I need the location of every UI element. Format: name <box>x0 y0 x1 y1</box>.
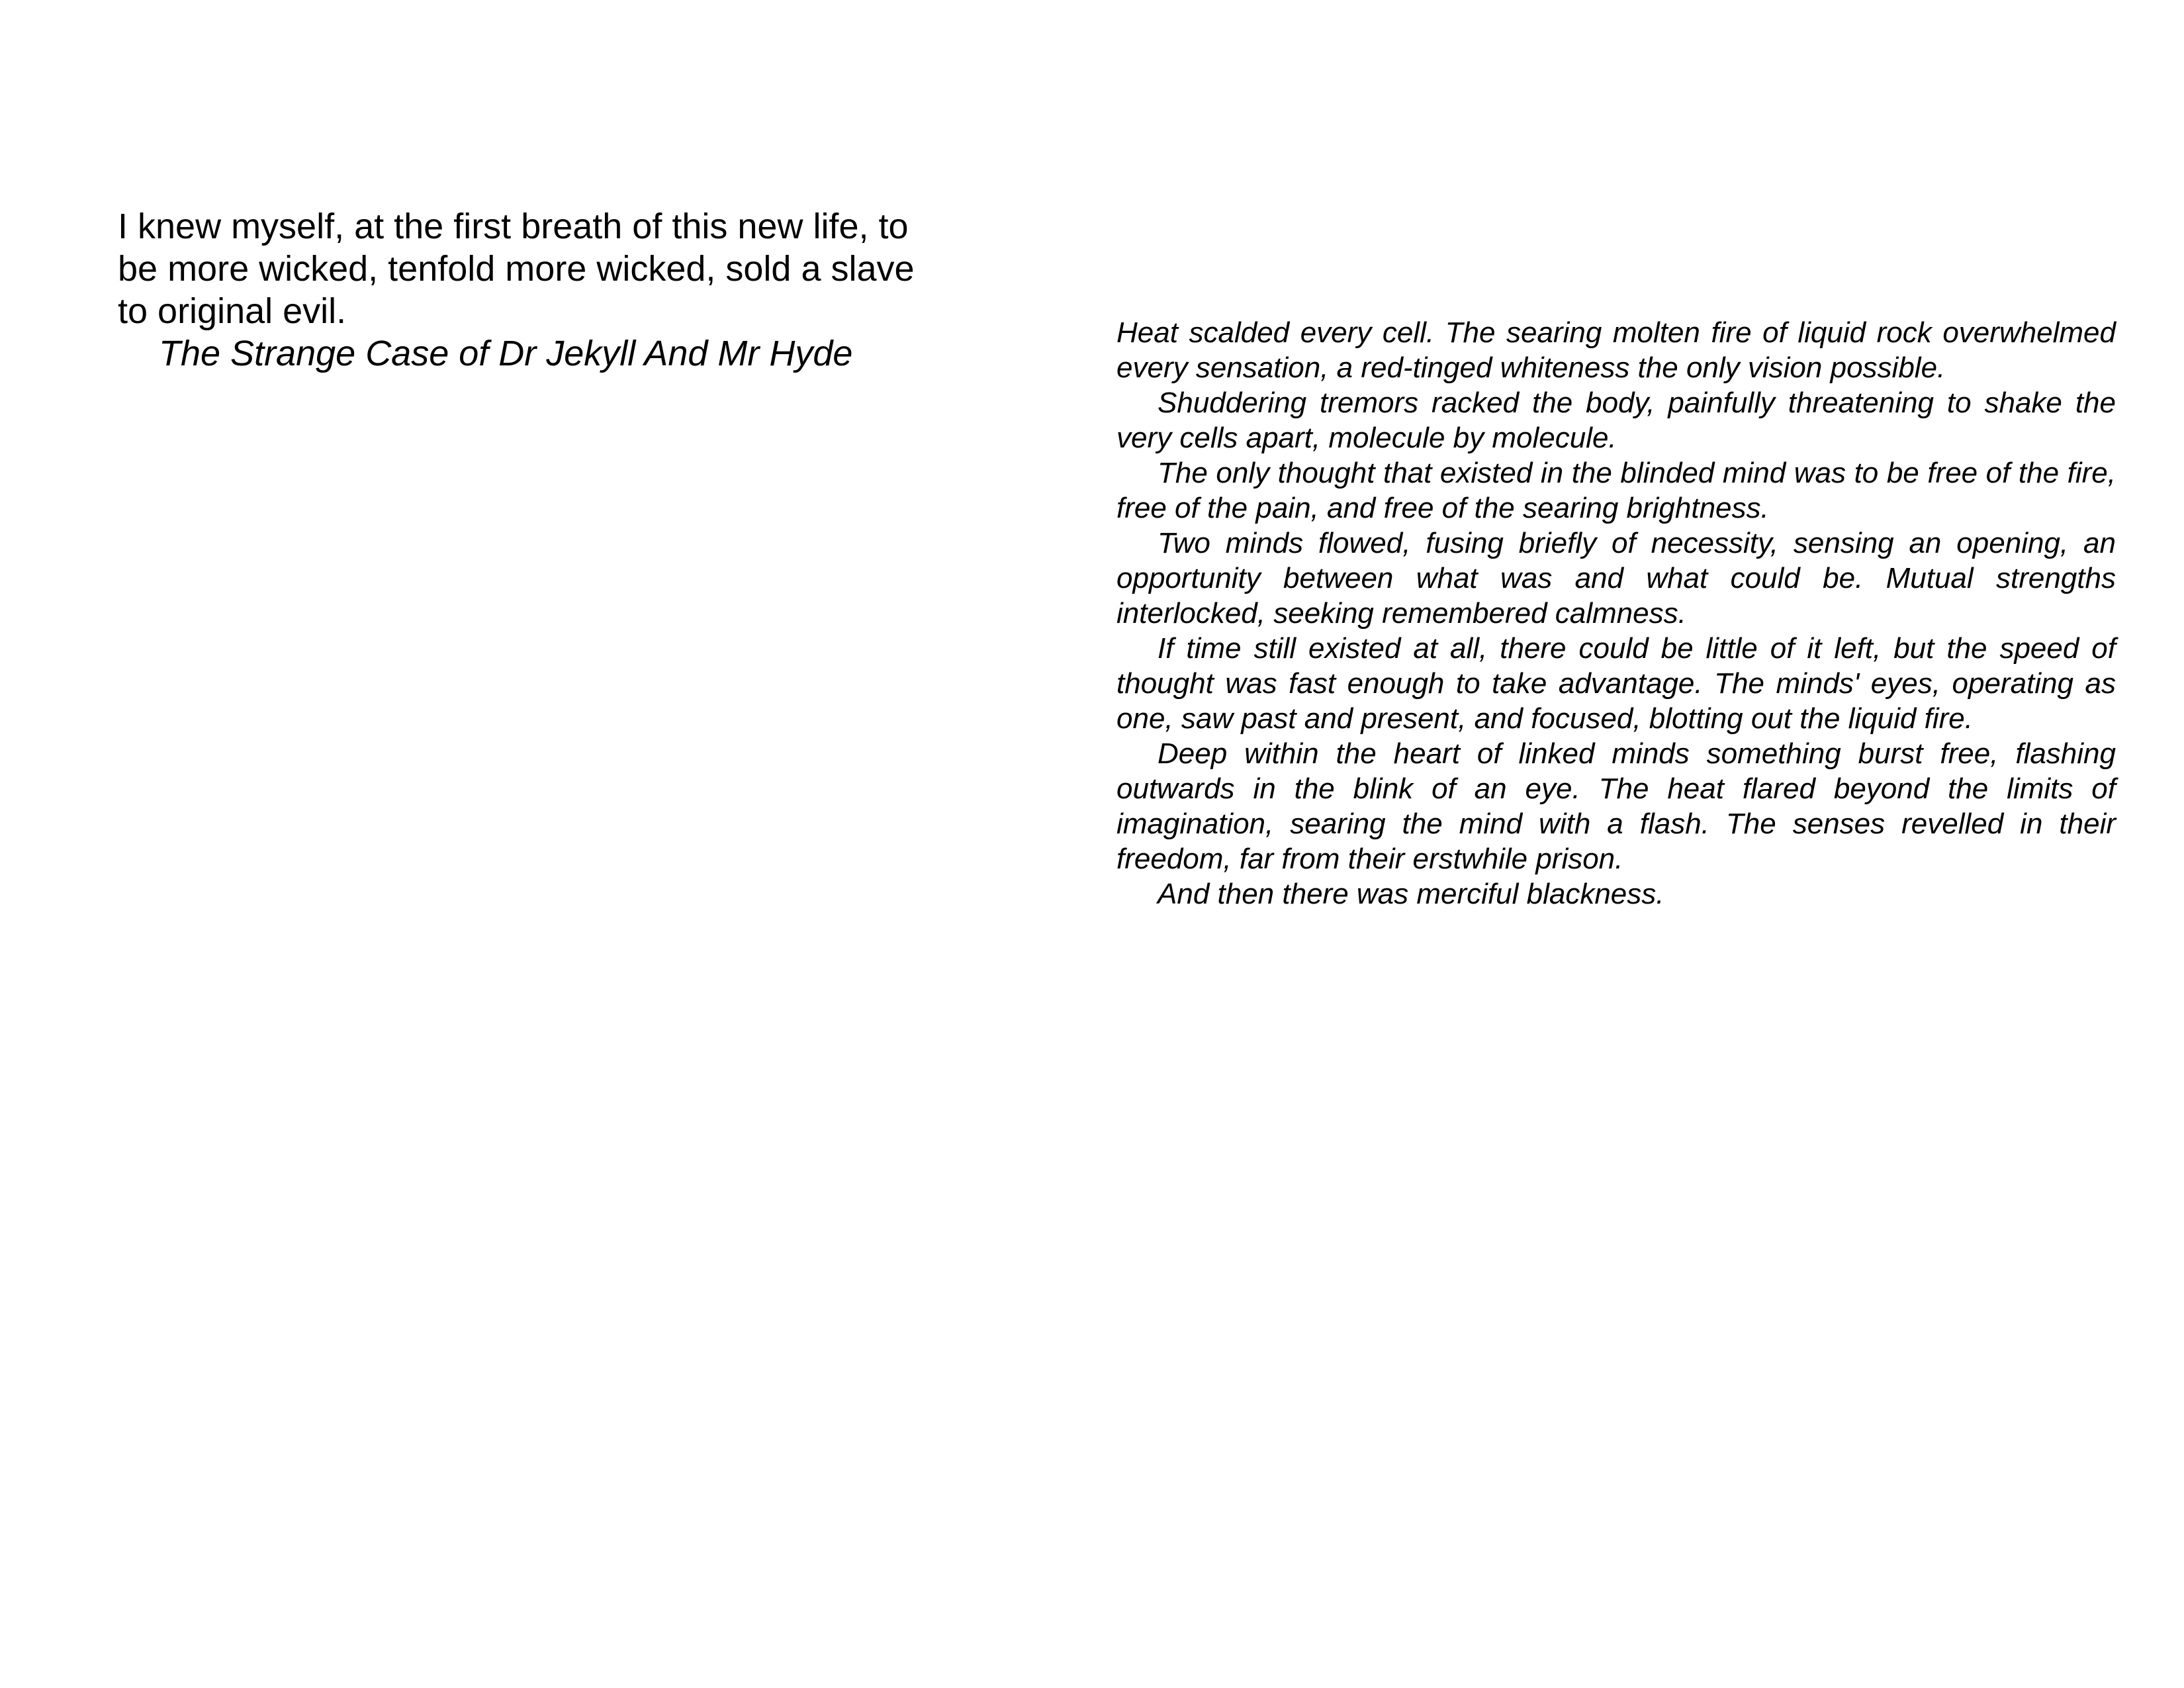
epigraph-source: The Strange Case of Dr Jekyll And Mr Hyde <box>159 334 853 373</box>
paragraph: Two minds flowed, fusing briefly of necessity, sensing an opening, an opportunity between what was and what could be. Mutual strengths interlocked, seeking remembered calmness. <box>1116 527 2116 630</box>
paragraph: Heat scalded every cell. The searing molten fire of liquid rock overwhelmed every sensation, a red-tinged whiteness the only vision possible. <box>1116 316 2116 384</box>
paragraph: Shuddering tremors racked the body, painfully threatening to shake the very cells apart, molecule by molecule. <box>1116 387 2116 454</box>
paragraph: The only thought that existed in the blinded mind was to be free of the fire, free of the pain, and free of the searing brightness. <box>1116 457 2116 524</box>
paragraph: If time still existed at all, there could be little of it left, but the speed of thought was fast enough to take advantage. The minds' eyes, operating as one, saw past and present, and focused, blotting out the liquid fire. <box>1116 632 2116 735</box>
epigraph <box>118 205 938 375</box>
paragraph: Deep within the heart of linked minds something burst free, flashing outwards in the blink of an eye. The heat flared beyond the limits of imagination, searing the mind with a flash. The senses revelled in their freedom, far from their erstwhile prison. <box>1116 737 2116 875</box>
chapter-text <box>1116 315 2116 912</box>
paragraph: And then there was merciful blackness. <box>1158 878 1664 910</box>
epigraph-quote: I knew myself, at the first breath of this new life, to be more wicked, tenfold more wicked, sold a slave to original evil. <box>118 207 915 331</box>
right-page <box>1092 0 2184 1688</box>
